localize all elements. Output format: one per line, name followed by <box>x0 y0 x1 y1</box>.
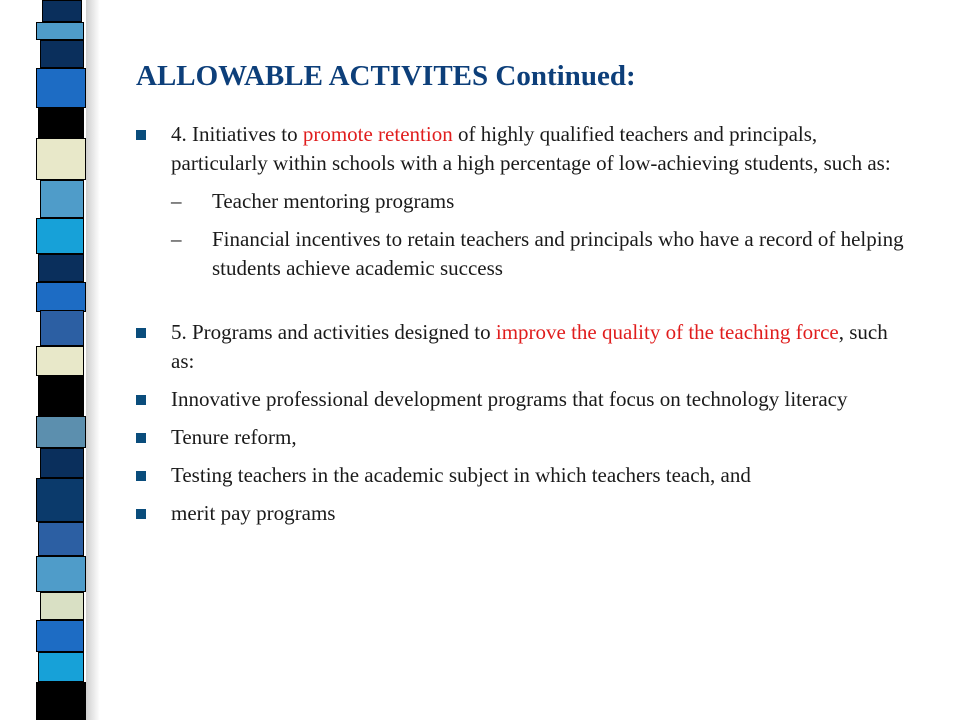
strip-segment <box>36 478 84 522</box>
strip-segment <box>40 592 84 620</box>
sub-item-text: Financial incentives to retain teachers and principals who have a record of helping students achieve academic success <box>212 227 904 280</box>
item4-text-pre: 4. Initiatives to <box>171 122 303 146</box>
strip-segment <box>36 138 86 180</box>
bullet-item <box>136 423 916 452</box>
strip-segment <box>38 522 84 556</box>
item5-text-pre: 5. Programs and activities designed to <box>171 320 496 344</box>
spacer <box>136 292 916 318</box>
item5-text-post: , such as: <box>171 320 888 373</box>
strip-segment <box>40 448 84 478</box>
strip-segment <box>38 254 84 282</box>
strip-segment <box>36 68 86 108</box>
square-bullet-icon <box>136 130 146 140</box>
sub-item <box>136 187 916 216</box>
bullet-item <box>136 499 916 528</box>
strip-segment <box>42 0 82 22</box>
strip-segment <box>40 180 84 218</box>
strip-segment <box>36 416 86 448</box>
bullet-text: Testing teachers in the academic subject in which teachers teach, and <box>171 463 751 487</box>
strip-segment <box>36 22 84 40</box>
dash-bullet: – <box>171 227 182 251</box>
strip-segment <box>36 556 86 592</box>
sub-item <box>136 225 916 283</box>
square-bullet-icon <box>136 395 146 405</box>
strip-segment <box>38 108 84 138</box>
item4-highlight: promote retention <box>302 122 453 146</box>
bullet-item <box>136 461 916 490</box>
bullet-item <box>136 385 916 414</box>
dash-bullet: – <box>171 189 182 213</box>
strip-segment <box>36 620 84 652</box>
strip-segment <box>36 218 84 254</box>
square-bullet-icon <box>136 509 146 519</box>
item5-highlight: improve the quality of the teaching force <box>495 320 839 344</box>
strip-segment <box>38 652 84 682</box>
square-bullet-icon <box>136 328 146 338</box>
decorative-strip <box>36 0 86 720</box>
bullet-text: merit pay programs <box>171 501 336 525</box>
slide-content <box>136 120 916 537</box>
bullet-item-4 <box>136 120 916 178</box>
bullet-item-5 <box>136 318 916 376</box>
strip-segment <box>36 682 86 720</box>
square-bullet-icon <box>136 433 146 443</box>
strip-segment <box>40 310 84 346</box>
strip-segment <box>38 376 84 416</box>
strip-segment <box>36 346 84 376</box>
slide-title: ALLOWABLE ACTIVITES Continued: <box>136 60 636 92</box>
bullet-text: Innovative professional development programs that focus on technology literacy <box>171 387 848 411</box>
bullet-text: Tenure reform, <box>171 425 297 449</box>
strip-segment <box>40 40 84 68</box>
strip-segment <box>36 282 86 312</box>
item4-text-post: of highly qualified teachers and principals, particularly within schools with a high percentage of low-achieving students, such as: <box>171 122 891 175</box>
sub-item-text: Teacher mentoring programs <box>212 189 455 213</box>
strip-shadow <box>86 0 100 720</box>
square-bullet-icon <box>136 471 146 481</box>
